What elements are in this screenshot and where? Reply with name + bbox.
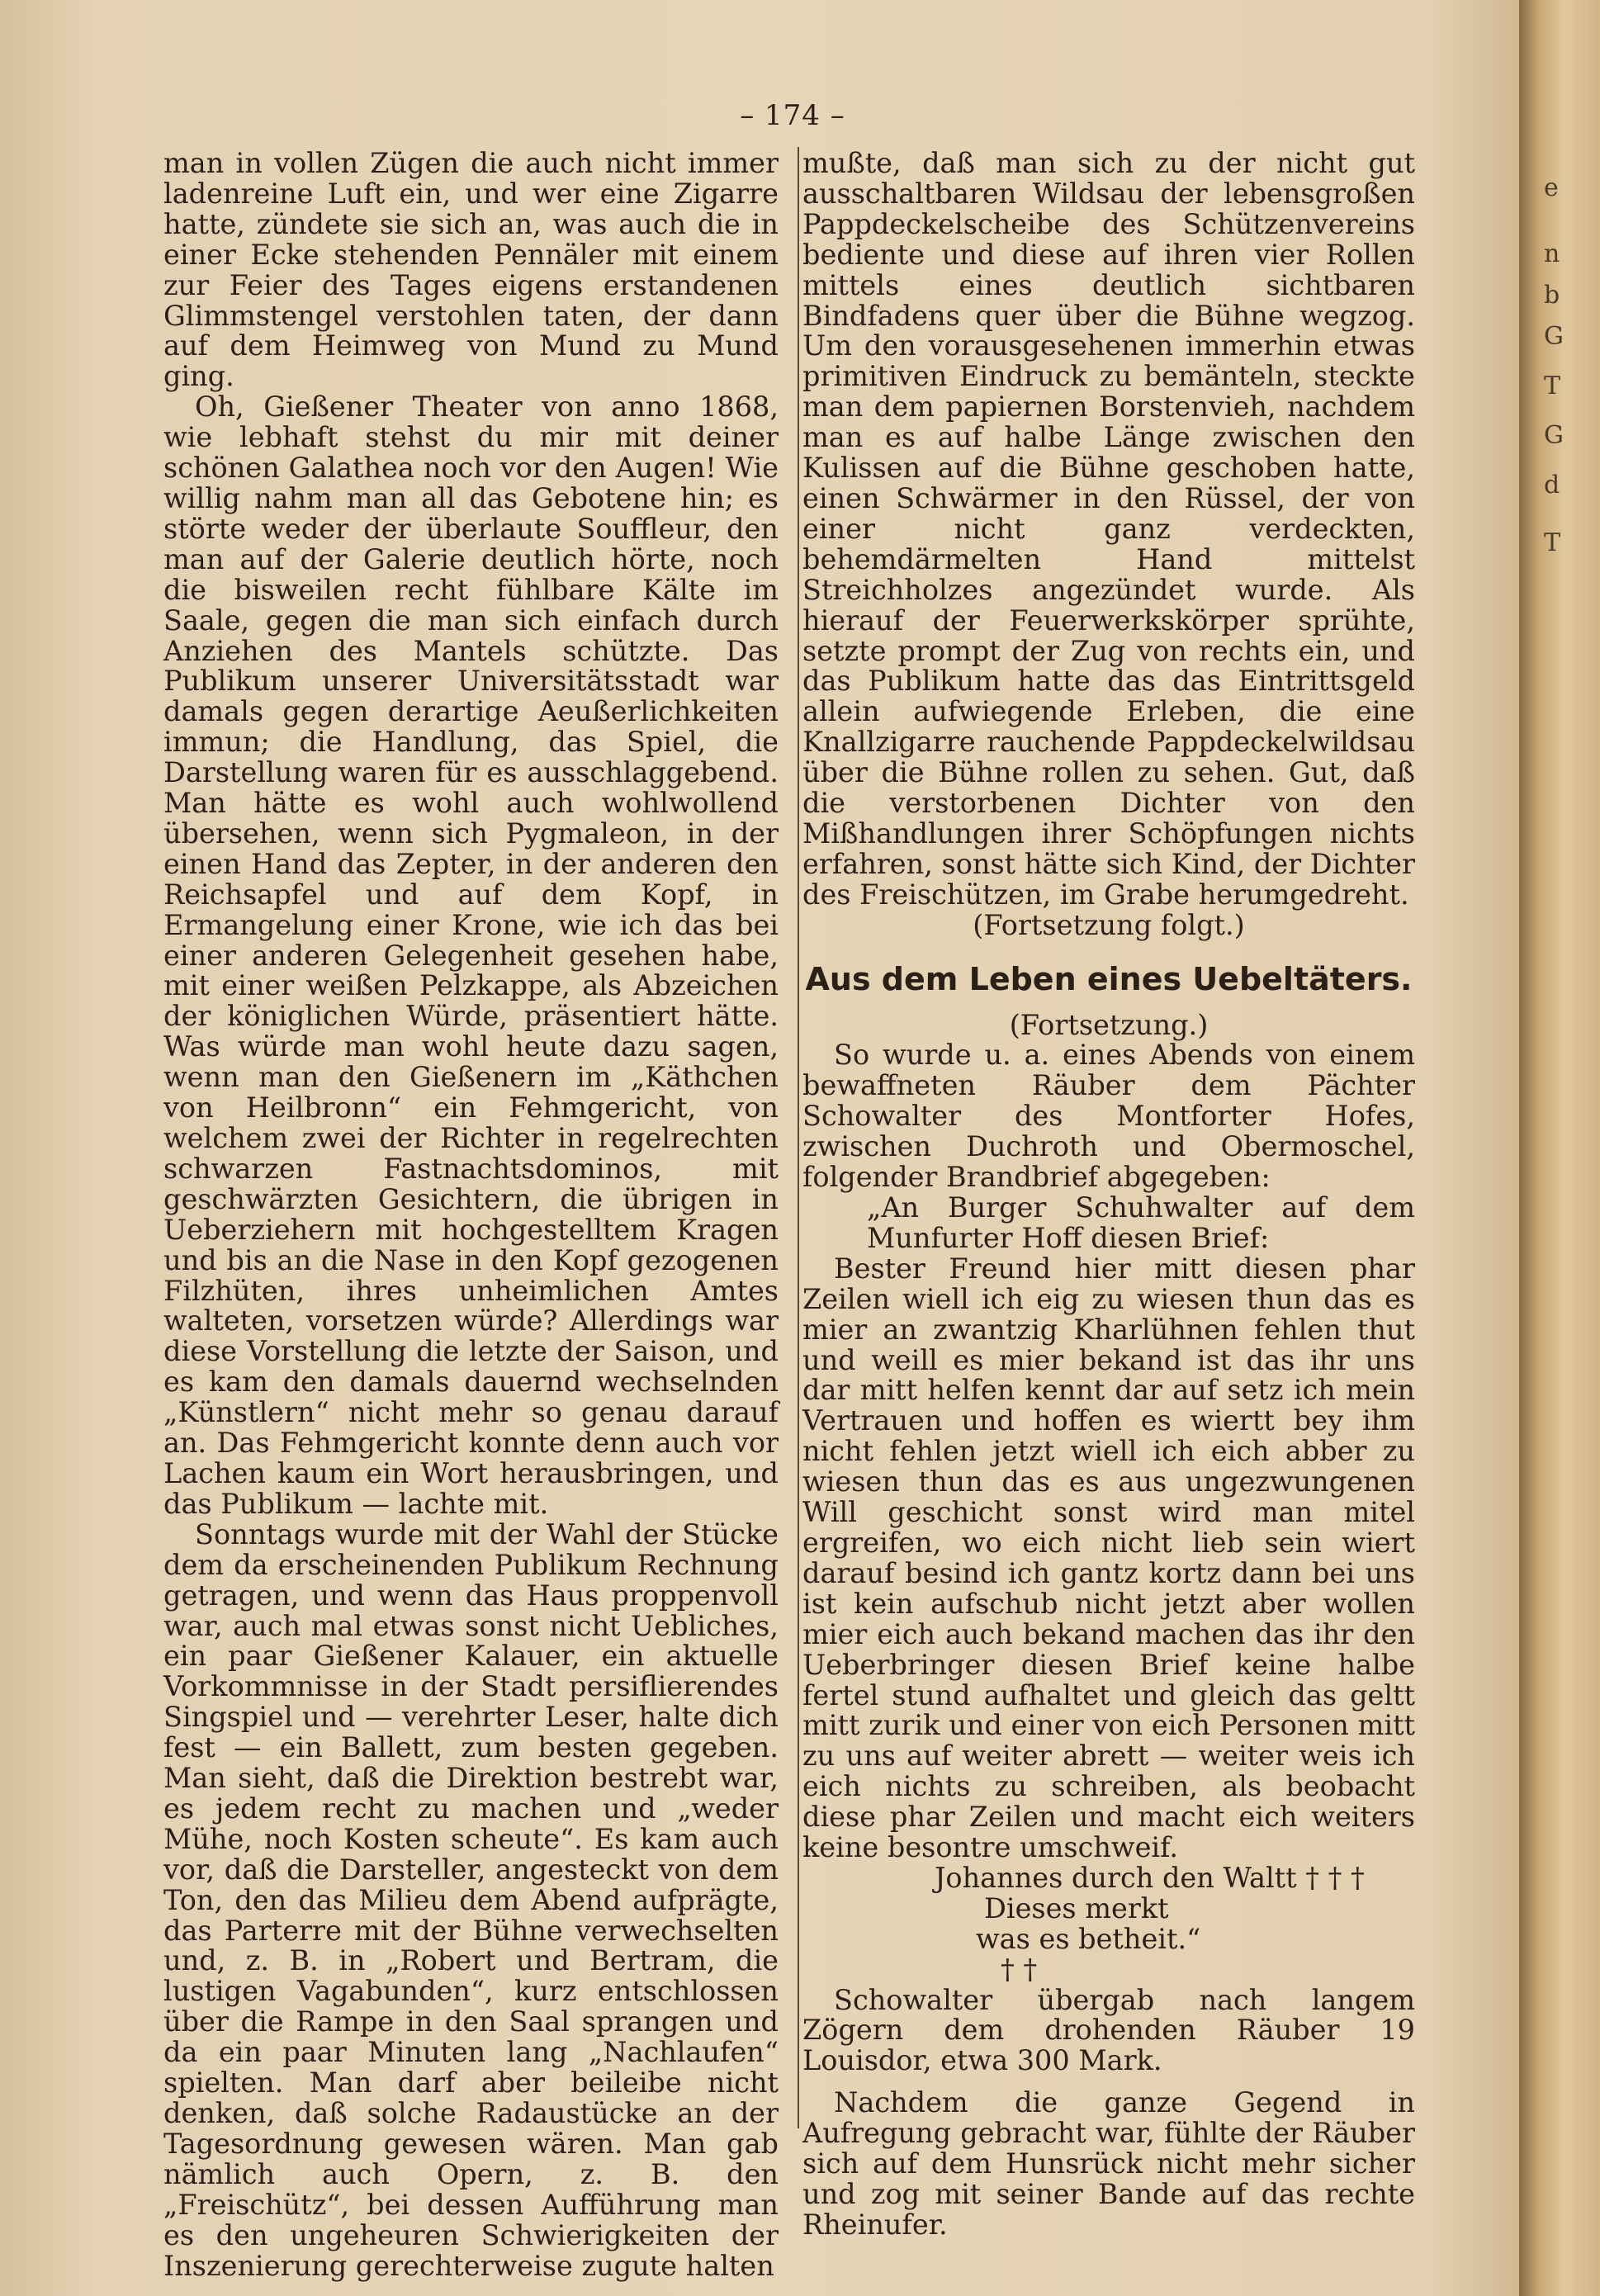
next-page-fragment: T <box>1544 372 1561 400</box>
letter-address: „An Burger Schuhwalter auf dem Munfurter Hoff diesen Brief: <box>867 1191 1415 1254</box>
left-paragraph-2: Oh, Gießener Theater von anno 1868, wie lebhaft stehst du mir mit deiner schönen Galathea noch vor den Augen! Wie willig nahm man all das Gebotene hin; es störte weder der überlaute Souffleur, den man auf der Galerie deutlich hörte, noch die bisweilen recht fühlbare Kälte im Saale, gegen die man sich einfach durch Anziehen des Mantels schützte. Das Publikum unserer Universitätsstadt war damals gegen derartige Aeußerlichkeiten immun; die Handlung, das Spiel, die Darstellung waren für es ausschlaggebend. Man hätte es wohl auch wohlwollend übersehen, wenn sich Pygmaleon, in der einen Hand das Zepter, in der anderen den Reichsapfel und auf dem Kopf, in Ermangelung einer Krone, wie ich das bei einer anderen Gelegenheit gesehen habe, mit einer weißen Pelzkappe, als Abzeichen der königlichen Würde, präsentiert hätte. Was würde man wohl heute dazu sagen, wenn man den Gießenern im „Käthchen von Heilbronn“ ein Fehmgericht, von welchem zwei der Richter in regelrechten schwarzen Fastnachtsdominos, mit geschwärzten Gesichtern, die übrigen in Ueberziehern mit hochgestelltem Kragen und bis an die Nase in den Kopf gezogenen Filzhüten, ihres unheimlichen Amtes walteten, vorsetzen würde? Allerdings war diese Vorstellung die letzte der Saison, und es kam den damals dauernd wechselnden „Künstlern“ nicht mehr so genau darauf an. Das Fehmgericht konnte denn auch vor Lachen kaum ein Wort herausbringen, und das Publikum — lachte mit. <box>163 391 779 1520</box>
left-paragraph-1: man in vollen Zügen die auch nicht immer ladenreine Luft ein, und wer eine Zigarre hatte, zündete sie sich an, was auch die in einer Ecke stehenden Pennäler mit einem zur Feier des Tages eigens erstandenen Glimmstengel verstohlen taten, der dann auf dem Heimweg von Mund zu Mund ging. <box>163 147 779 393</box>
continued-note: (Fortsetzung folgt.) <box>973 908 1245 941</box>
letter-signature-crosses: † † <box>1001 1953 1038 1986</box>
next-page-fragment: T <box>1544 528 1561 557</box>
letter-signature-line-3: was es betheit.“ <box>976 1922 1201 1955</box>
right-continuation-paragraph: mußte, daß man sich zu der nicht gut ausschaltbaren Wildsau der lebensgroßen Pappdeckelscheibe des Schützenvereins bediente und diese auf ihren vier Rollen mittels eines deutlich sichtbaren Bindfadens quer über die Bühne wegzog. Um den vorausgesehenen immerhin etwas primitiven Eindruck zu bemänteln, steckte man dem papiernen Borstenvieh, nachdem man es auf halbe Länge zwischen den Kulissen auf die Bühne geschoben hatte, einen Schwärmer in den Rüssel, der von einer nicht ganz verdeckten, behemdärmelten Hand mittelst Streichholzes angezündet wurde. Als hierauf der Feuerwerkskörper sprühte, setzte prompt der Zug von rechts ein, und das Publikum hatte das das Eintrittsgeld allein aufwiegende Erleben, die eine Knallzigarre rauchende Pappdeckelwildsau über die Bühne rollen zu sehen. Gut, daß die verstorbenen Dichter von den Mißhandlungen ihrer Schöpfungen nichts erfahren, sonst hätte sich Kind, der Dichter des Freischützen, im Grabe herumgedreht. <box>802 147 1415 911</box>
page-number: – 174 – <box>740 99 845 132</box>
right-column <box>802 149 1415 2241</box>
next-page-fragment: d <box>1544 471 1560 499</box>
letter-signature-line-1: Johannes durch den Waltt † † † <box>935 1861 1365 1894</box>
letter-body: Bester Freund hier mitt diesen phar Zeilen wiell ich eig zu wiesen thun das es mier an zwantzig Kharlühnen fehlen thut und weill es mier bekand ist das ihr uns dar mitt helfen kennt dar auf setz ich mein Vertrauen und hoffen es wiertt bey ihm nicht fehlen jetzt wiell ich eich abber zu wiesen thun das es aus ungezwungenen Will geschicht sonst wird man mitel ergreifen, wo eich nicht lieb sein wiert darauf besind ich gantz kortz dann bei uns ist kein aufschub nicht jetzt aber wollen mier eich auch bekand machen das ihr den Ueberbringer diesen Brief keine halbe fertel stund aufhaltet und gleich das geltt mitt zurik und einer von eich Personen mitt zu uns auf weiter abrett — weiter weis ich eich nichts zu schreiben, als beobacht diese phar Zeilen und macht eich weiters keine besontre umschweif. <box>802 1252 1415 1864</box>
next-page-fragment: n <box>1544 239 1560 268</box>
after-letter-paragraph: Schowalter übergab nach langem Zögern dem drohenden Räuber 19 Louisdor, etwa 300 Mark. <box>802 1983 1415 2077</box>
next-page-fragment: e <box>1544 173 1559 202</box>
article-subtitle: (Fortsetzung.) <box>1009 1008 1209 1041</box>
left-paragraph-3: Sonntags wurde mit der Wahl der Stücke dem da erscheinenden Publikum Rechnung getragen, und wenn das Haus proppenvoll war, auch mal etwas sonst nicht Uebliches, ein paar Gießener Kalauer, ein aktuelle Vorkommnisse in der Stadt persiflierendes Singspiel und — verehrter Leser, halte dich fest — ein Ballett, zum besten gegeben. Man sieht, daß die Direktion bestrebt war, es jedem recht zu machen und „weder Mühe, noch Kosten scheute“. Es kam auch vor, daß die Darsteller, angesteckt von dem Ton, den das Milieu dem Abend aufprägte, das Parterre mit der Bühne verwechselten und, z. B. in „Robert und Bertram, die lustigen Vagabunden“, kurz entschlossen über die Rampe in den Saal sprangen und da ein paar Minuten lang „Nachlaufen“ spielten. Man darf aber beileibe nicht denken, daß solche Radaustücke an der Tagesordnung gewesen wären. Man gab nämlich auch Opern, z. B. den „Freischütz“, bei dessen Aufführung man es den ungeheuren Schwierigkeiten der Inszenierung gerechterweise zugute halten <box>163 1517 779 2282</box>
letter-signature-line-2: Dieses merkt <box>984 1891 1169 1924</box>
left-column <box>163 149 779 2281</box>
next-page-fragment: G <box>1544 322 1564 351</box>
article-intro: So wurde u. a. eines Abends von einem bewaffneten Räuber dem Pächter Schowalter des Montforter Hofes, zwischen Duchroth und Obermoschel, folgender Brandbrief abgegeben: <box>802 1039 1415 1194</box>
next-page-fragment: G <box>1544 421 1564 450</box>
final-paragraph: Nachdem die ganze Gegend in Aufregung gebracht war, fühlte der Räuber sich auf dem Hunsrück nicht mehr sicher und zog mit seiner Bande auf das rechte Rheinufer. <box>802 2086 1415 2241</box>
book-binding-next-page <box>1519 0 1600 2296</box>
column-divider <box>798 147 799 2128</box>
next-page-fragment: b <box>1544 281 1560 310</box>
article-title: Aus dem Leben eines Uebeltäters. <box>805 960 1413 997</box>
